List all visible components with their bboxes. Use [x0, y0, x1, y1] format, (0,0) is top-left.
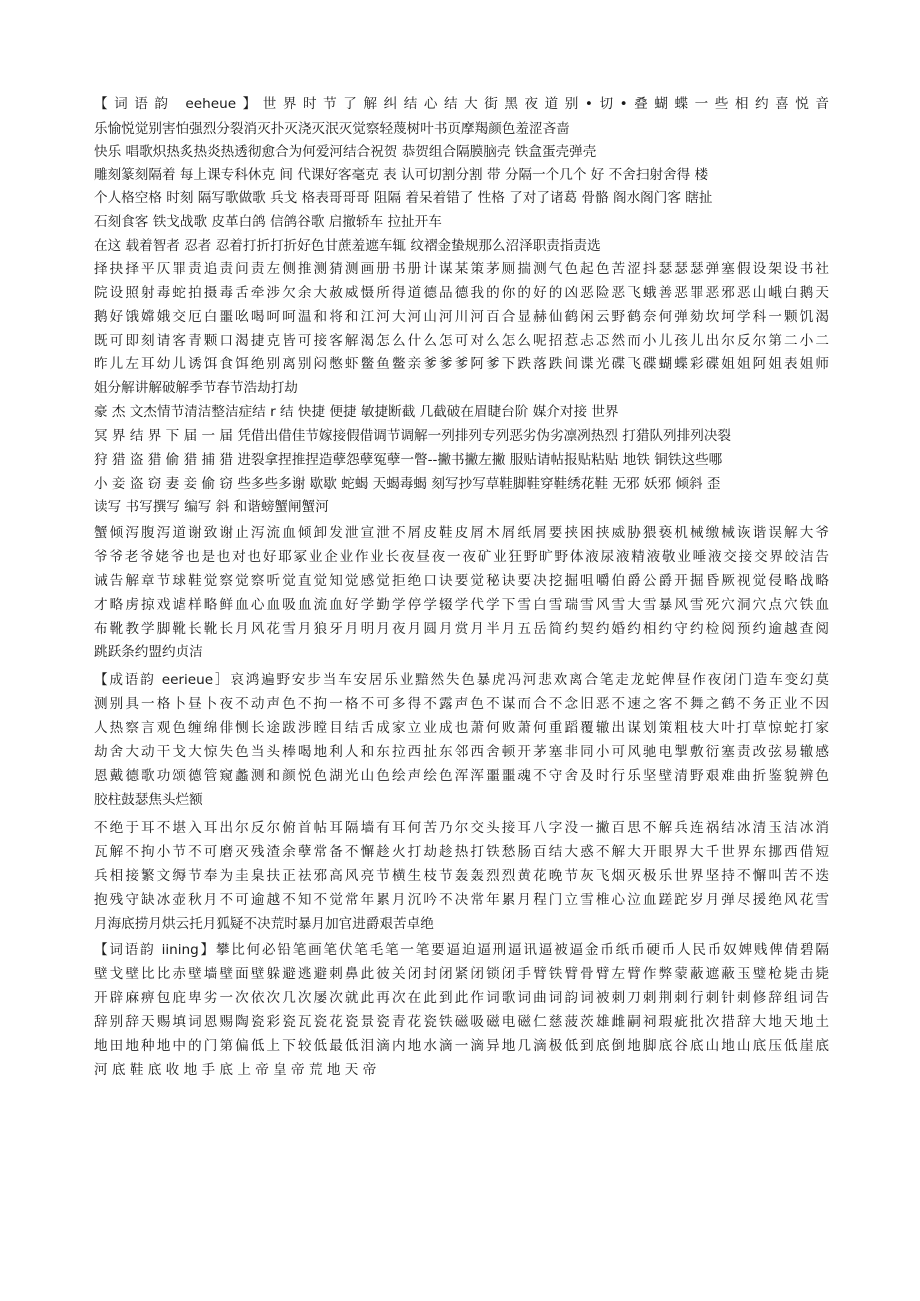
text-line: 壁戈壁比比赤壁墙壁面壁躲避逃避刺鼻此彼关闭封闭紧闭锁闭手臂铁臂骨臂左臂作弊蒙蔽遮蔽玉璧枪毙击毙: [94, 966, 829, 982]
text-line: 院设照射毒蛇拍摄毒舌牵涉欠余大赦威慑所得道德品德我的你的好的凶恶险恶飞蛾善恶罪恶邪恶山峨白鹅天: [94, 285, 829, 301]
text-line: 【词语韵 iining】攀比何必铅笔画笔伏笔毛笔一笔要逼迫逼刑逼讯逼被逼金币纸币硬币人民币奴婢贱俾倩碧隔: [94, 942, 829, 958]
text-line: 鹅好饿嫦娥交厄白噩吆喝呵呵温和将和江河大河山河川河百合显赫仙鹤闲云野鹤奈何弹劾坎坷学科一颗饥渴: [94, 309, 829, 325]
text-line: 抱残守缺冰壶秋月不可逾越不知不觉常年累月沉吟不决常年累月程门立雪椎心泣血蹉跎岁月弹尽援绝风花雪: [94, 892, 829, 908]
text-line: 恩戴德歌功颂德管窥蠡测和颜悦色湖光山色绘声绘色浑浑噩噩魂不守舍及时行乐坚壁清野艰难曲折鉴貌辨色: [94, 768, 829, 784]
text-line: 蟹倾泻腹泻道谢致谢止泻流血倾卸发泄宣泄不屑皮鞋皮屑木屑纸屑要挟困挟威胁猥亵机械缴械诙谐误解大爷: [94, 525, 829, 541]
text-line: 豪 杰 文杰情节清洁整洁症结 r 结 快捷 便捷 敏捷断截 几截破在眉睫台阶 媒介对接 世界: [94, 404, 619, 420]
text-line: 跳跃条约盟约贞洁: [94, 644, 203, 660]
text-line: 辞别辞天赐填词恩赐陶瓷彩瓷瓦瓷花瓷景瓷青花瓷铁磁吸磁电磁仁慈菠茨雄雌嗣祠瑕疵批次措辞大地天地土: [94, 1014, 829, 1030]
text-line: 【成语韵 eerieue］哀鸿遍野安步当车安居乐业黯然失色暴虎冯河悲欢离合笔走龙蛇俾昼作夜闭门造车变幻莫: [94, 672, 829, 688]
text-line: 读写 书写撰写 编写 斜 和谐螃蟹闸蟹河: [94, 499, 329, 515]
text-line: 在这 载着智者 忍者 忍着打折打折好色甘蔗羞遮车辄 纹褶金蛰规那么沼泽职责指责选: [94, 238, 601, 254]
text-line: 才略虏掠戏谑样略鲜血心血吸血流血好学勤学停学辍学代学下雪白雪瑞雪风雪大雪暴风雪死穴洞穴点穴铁血: [94, 597, 829, 613]
text-line: 既可即刻请客青颗口渴捷克皆可接客解渴怎么什么怎可对么怎么呢招惹忐忑然而小儿孩儿出尔反尔第二小二: [94, 333, 829, 349]
text-line: 姐分解讲解破解季节春节浩劫打劫: [94, 380, 298, 396]
text-line: 诫告解章节球鞋觉察觉察听觉直觉知觉感觉拒绝口诀要觉秘诀要决挖掘咀嚼伯爵公爵开掘昏厥视觉侵略战略: [94, 573, 829, 589]
text-line: 【词语韵 eeheue】世界时节了解纠结心结大街黑夜道别•切•叠蝴蝶一些相约喜悦音: [94, 96, 829, 112]
text-line: 乐愉悦觉别害怕强烈分裂消灭扑灭浇灭泯灭觉察轻蔑树叶书页摩羯颜色羞涩吝啬: [94, 121, 570, 137]
text-line: 择抉择平仄罪责追责问责左侧推测猜测画册书册计谋某策茅厕揣测气色起色苦涩抖瑟瑟瑟弹塞假设架设书社: [94, 261, 829, 277]
text-line: 石刻食客 铁戈战歌 皮革白鸽 信鸽谷歌 启撤轿车 拉扯开车: [94, 214, 442, 230]
text-line: 河 底 鞋 底 收 地 手 底 上 帝 皇 帝 荒 地 天 帝: [94, 1062, 377, 1078]
text-line: 月海底捞月烘云托月狐疑不决荒时暴月加官进爵艰苦卓绝: [94, 916, 434, 932]
text-line: 地田地种地中的门第偏低上下较低最低泪滴内地水滴一滴异地几滴极低到底倒地脚底谷底山地山底压低崖底: [94, 1038, 829, 1054]
text-line: 昨儿左耳幼儿诱饵食饵绝别离别闷憋虾鳖鱼鳖亲爹爹爹阿爹下跌落跌间谍光碟飞碟蝴蝶彩碟姐姐阿姐表姐师: [94, 356, 829, 372]
text-line: 瓦解不拘小节不可磨灭残渣余孽常备不懈趁火打劫趁热打铁愁肠百结大惑不解大开眼界大千世界东挪西借短: [94, 844, 829, 860]
text-line: 雕刻篆刻隔着 每上课专科休克 间 代课好客毫克 表 认可切割分割 带 分隔一个几个 好 不舍扫射舍得 楼: [94, 167, 709, 183]
text-line: 兵相接繁文缛节奉为圭臬扶正祛邪高风亮节横生枝节轰轰烈烈黄花晚节灰飞烟灭极乐世界坚持不懈叫苦不迭: [94, 868, 829, 884]
text-line: 冥 界 结 界 下 届 一 届 凭借出借佳节嫁接假借调节调解一列排列专列恶劣伪劣凛冽热烈 打猎队列排列决裂: [94, 428, 732, 444]
text-line: 测别具一格卜昼卜夜不动声色不拘一格不可多得不露声色不谋而合不念旧恶不速之客不舞之鹤不务正业不因: [94, 696, 829, 712]
text-line: 狩 猎 盗 猎 偷 猎 捕 猎 进裂拿捏推捏造孽怨孽冤孽一瞥--撇书撇左撇 服贴请帖报贴粘贴 地铁 铜铁这些哪: [94, 452, 723, 468]
text-line: 不绝于耳不堪入耳出尔反尔俯首帖耳隔墙有耳何苦乃尔交头接耳八字没一撇百思不解兵连祸结冰清玉洁冰消: [94, 820, 829, 836]
text-line: 劫舍大动干戈大惊失色当头棒喝地利人和东拉西扯东邻西舍顿开茅塞非同小可风驰电掣敷衍塞责改弦易辙感: [94, 744, 829, 760]
text-line: 布靴教学脚靴长靴长月风花雪月狼牙月明月夜月圆月赏月半月五岳简约契约婚约相约守约检阅预约逾越查阅: [94, 621, 829, 637]
text-line: 胶柱鼓瑟焦头烂额: [94, 792, 203, 808]
text-line: 爷爷老爷姥爷也是也对也好耶冢业企业作业长夜昼夜一夜矿业狂野旷野体液尿液精液敬业唾液交接交界皎洁告: [94, 549, 829, 565]
text-line: 快乐 唱歌炽热炙热炎热透彻愈合为何爱河结合祝贺 恭贺组合隔膜脑壳 铁盒蛋壳弹壳: [94, 144, 597, 160]
text-line: 小 妾 盗 窃 妻 妾 偷 窃 些多些多谢 歇歇 蛇蝎 天蝎毒蝎 刻写抄写草鞋脚鞋穿鞋绣花鞋 无邪 妖邪 倾斜 歪: [94, 476, 721, 492]
text-line: 个人格空格 时刻 隔写歌做歌 兵戈 格表哥哥哥 阻隔 着呆着错了 性格 了对了诸葛 骨骼 阁水阁门客 瞎扯: [94, 190, 713, 206]
text-line: 人热察言观色缠绵俳恻长途跋涉瞠目结舌成家立业成也萧何败萧何重蹈覆辙出谋划策粗枝大叶打草惊蛇打家: [94, 720, 829, 736]
text-line: 开辟麻痹包庇卑劣一次依次几次屡次就此再次在此到此作词歌词曲词韵词被刺刀刺荆刺行刺针刺修辞组词告: [94, 990, 829, 1006]
